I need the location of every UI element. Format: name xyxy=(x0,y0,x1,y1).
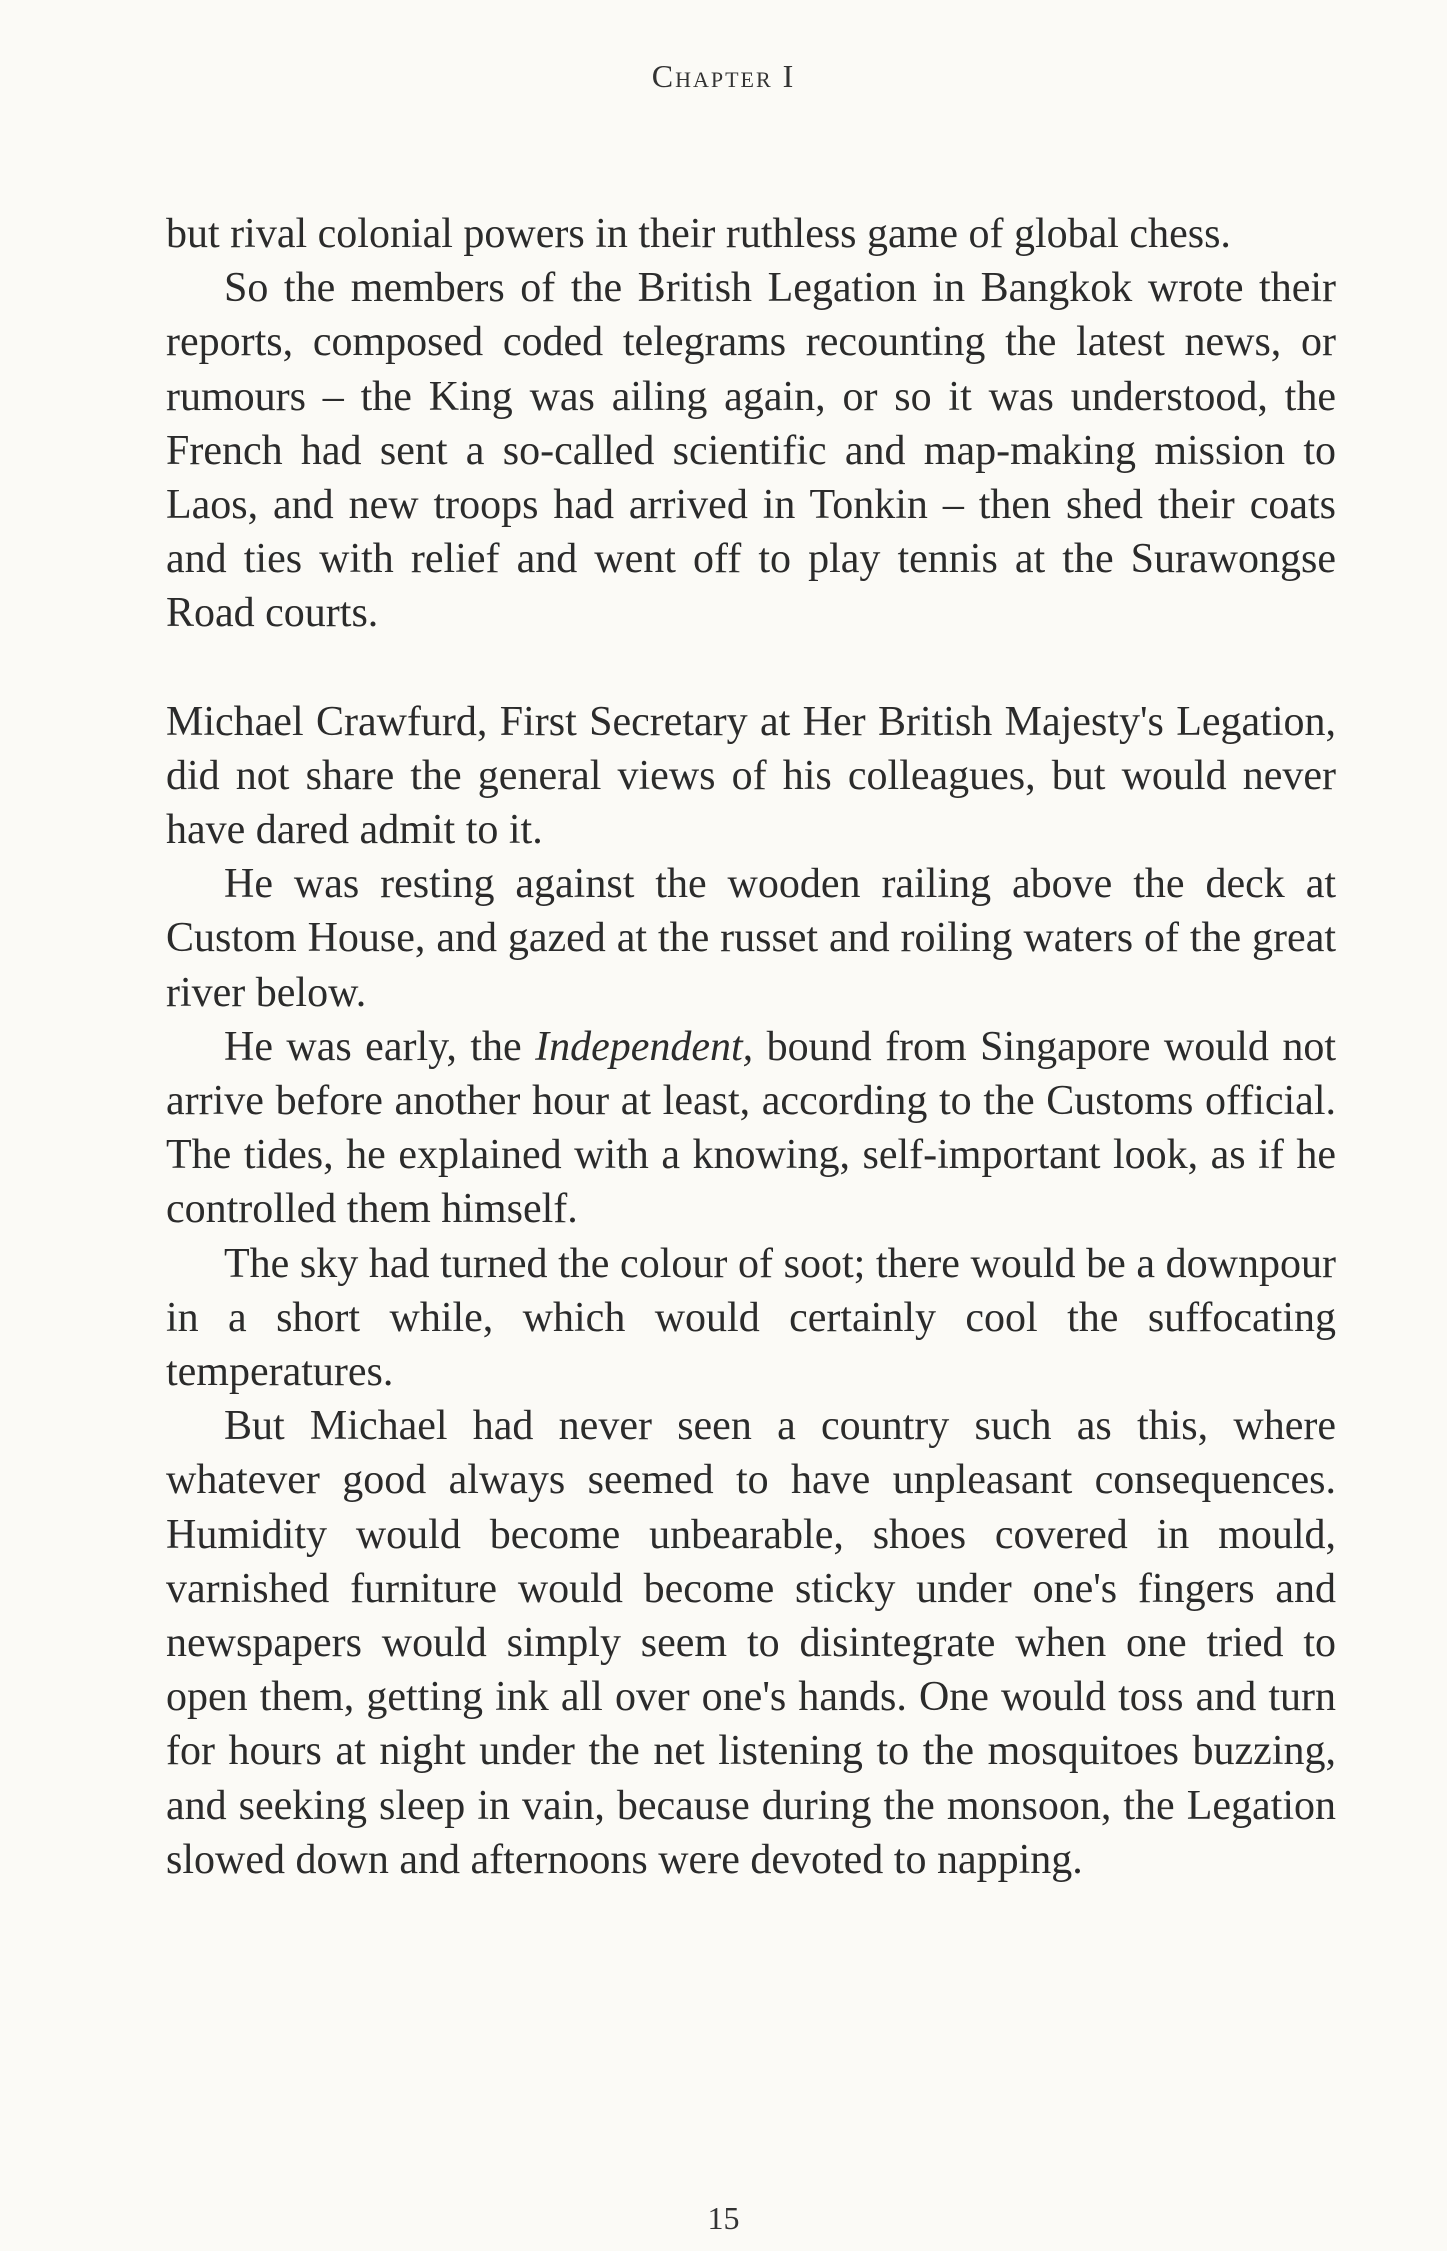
paragraph-railing: He was resting against the wooden railing above the deck at Custom House, and gazed at the russet and roiling waters of the great river below. xyxy=(166,861,1336,1016)
text-run: bound from Singapore would not arrive before another hour at least, according to the Customs official. The tides, he explained with a knowing, self-important look, as if he controlled them himself. xyxy=(166,1023,1337,1233)
paragraph-continuation: but rival colonial powers in their ruthless game of global chess. xyxy=(166,211,1231,257)
page-number: 15 xyxy=(707,2200,740,2236)
paragraph-country: But Michael had never seen a country such as this, where whatever good always seemed to have unpleasant consequences. Humidity would become unbearable, shoes covered in mould, varnished furniture would become sticky under one's fingers and newspapers would simply seem to disintegrate when one tried to open them, getting ink all over one's hands. One would toss and turn for hours at night under the net listening to the mosquitoes buzzing, and seeking sleep in vain, because during the monsoon, the Legation slowed down and afternoons were devoted to napping. xyxy=(166,1403,1336,1883)
paragraph-early xyxy=(166,1020,1336,1237)
text-run: He was early, the xyxy=(224,1023,536,1070)
ship-name: Independent, xyxy=(535,1023,754,1070)
paragraph-sky: The sky had turned the colour of soot; there would be a downpour in a short while, which would certainly cool the suffocating temperatures. xyxy=(166,1240,1336,1396)
paragraph-michael-crawfurd: Michael Crawfurd, First Secretary at Her British Majesty's Legation, did not share the general views of his colleagues, but would never have dared admit to it. xyxy=(166,698,1336,854)
body-text xyxy=(166,207,1336,1887)
running-head: Chapter I xyxy=(651,58,796,94)
paragraph-legation-reports: So the members of the British Legation in Bangkok wrote their reports, composed coded telegrams recounting the latest news, or rumours – the King was ailing again, or so it was understood, the French had sent a so-called scientific and map-making mission to Laos, and new troops had arrived in Tonkin – then shed their coats and ties with relief and went off to play tennis at the Surawongse Road courts. xyxy=(166,265,1336,637)
